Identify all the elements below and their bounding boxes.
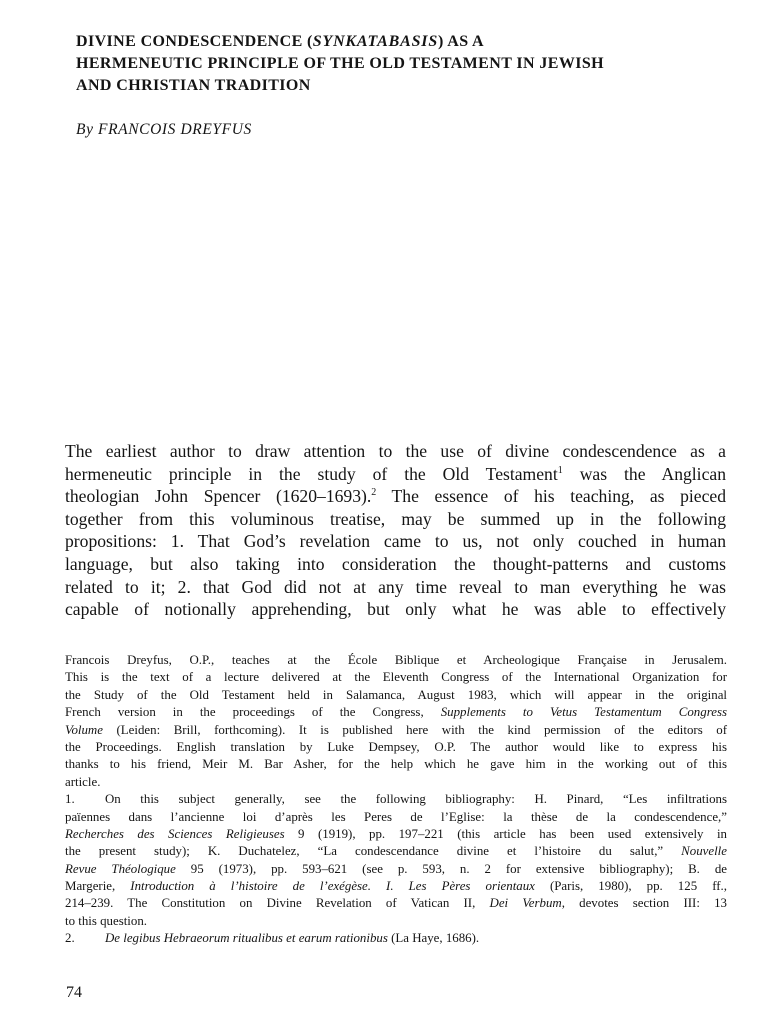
note-line: Revue Théologique 95 (1973), pp. 593–621 (see p. 593, n. 2 for extensive bibliography); B. de bbox=[65, 861, 727, 876]
note-line: the present study); K. Duchatelez, “La condescendance divine et l’histoire du salut,” Nouvelle bbox=[65, 844, 727, 859]
footnotes bbox=[65, 652, 727, 948]
title-line: AND CHRISTIAN TRADITION bbox=[76, 77, 311, 94]
body-paragraph bbox=[65, 440, 726, 621]
footnote-1 bbox=[65, 791, 727, 930]
body-line: language, but also taking into consideration the thought-patterns and customs bbox=[65, 553, 726, 574]
note-line: the Proceedings. English translation by Luke Dempsey, O.P. The author would like to express his bbox=[65, 739, 727, 754]
footnote-2 bbox=[65, 930, 727, 947]
note-line: Margerie, Introduction à l’histoire de l’exégèse. I. Les Pères orientaux (Paris, 1980), pp. 125 ff., bbox=[65, 879, 727, 894]
page-number: 74 bbox=[66, 984, 82, 1001]
note-line: French version in the proceedings of the Congress, Supplements to Vetus Testamentum Congress bbox=[65, 705, 727, 720]
author-byline: By FRANCOIS DREYFUS bbox=[76, 121, 252, 138]
body-line: The earliest author to draw attention to the use of divine condescendence as a bbox=[65, 441, 726, 461]
body-line: capable of notionally apprehending, but only what he was able to effectively bbox=[65, 599, 726, 620]
note-line: thanks to his friend, Meir M. Bar Asher, for the help which he gave him in the working out of this bbox=[65, 757, 727, 772]
title-greek-term: SYNKATABASIS bbox=[312, 33, 439, 50]
note-line: Recherches des Sciences Religieuses 9 (1919), pp. 197–221 (this article has been used extensively in bbox=[65, 826, 727, 841]
note-line: to this question. bbox=[65, 913, 148, 928]
body-line: together from this voluminous treatise, may be summed up in the following bbox=[65, 508, 726, 529]
footnote-ref[interactable]: 2 bbox=[371, 487, 377, 499]
body-line: related to it; 2. that God did not at any time reveal to man everything he was bbox=[65, 576, 726, 597]
article-title bbox=[76, 31, 736, 97]
footnote-number: 2. bbox=[65, 931, 75, 946]
body-line: propositions: 1. That God’s revelation came to us, not only couched in human bbox=[65, 531, 726, 552]
note-line: This is the text of a lecture delivered at the Eleventh Congress of the International Organization for bbox=[65, 670, 727, 685]
note-line: 214–239. The Constitution on Divine Revelation of Vatican II, Dei Verbum, devotes section III: 13 bbox=[65, 896, 727, 911]
footnote-number: 1. bbox=[65, 792, 75, 807]
note-line: article. bbox=[65, 774, 101, 789]
note-line: Volume (Leiden: Brill, forthcoming). It is published here with the kind permission of the editors of bbox=[65, 722, 727, 737]
note-line: the Study of the Old Testament held in Salamanca, August 1983, which will appear in the original bbox=[65, 687, 727, 702]
note-line: 2. De legibus Hebraeorum ritualibus et earum rationibus (La Haye, 1686). bbox=[65, 930, 727, 947]
body-line: theologian John Spencer (1620–1693).$^2$ The essence of his teaching, as pieced bbox=[65, 486, 726, 507]
note-line: 1. On this subject generally, see the following bibliography: H. Pinard, “Les infiltrations bbox=[65, 791, 727, 808]
note-line: Francois Dreyfus, O.P., teaches at the École Biblique et Archeologique Française in Jerusalem. bbox=[65, 653, 727, 667]
author-note bbox=[65, 652, 727, 791]
footnote-ref[interactable]: 1 bbox=[557, 464, 563, 476]
title-line: HERMENEUTIC PRINCIPLE OF THE OLD TESTAMENT IN JEWISH bbox=[76, 55, 605, 72]
body-line: hermeneutic principle in the study of the Old Testament$^1$ was the Anglican bbox=[65, 463, 726, 484]
title-line: DIVINE CONDESCENDENCE (SYNKATABASIS) AS A bbox=[76, 33, 484, 50]
note-line: païennes dans l’ancienne loi d’après les Peres de l’Eglise: la thèse de la condescendence,” bbox=[65, 809, 727, 824]
